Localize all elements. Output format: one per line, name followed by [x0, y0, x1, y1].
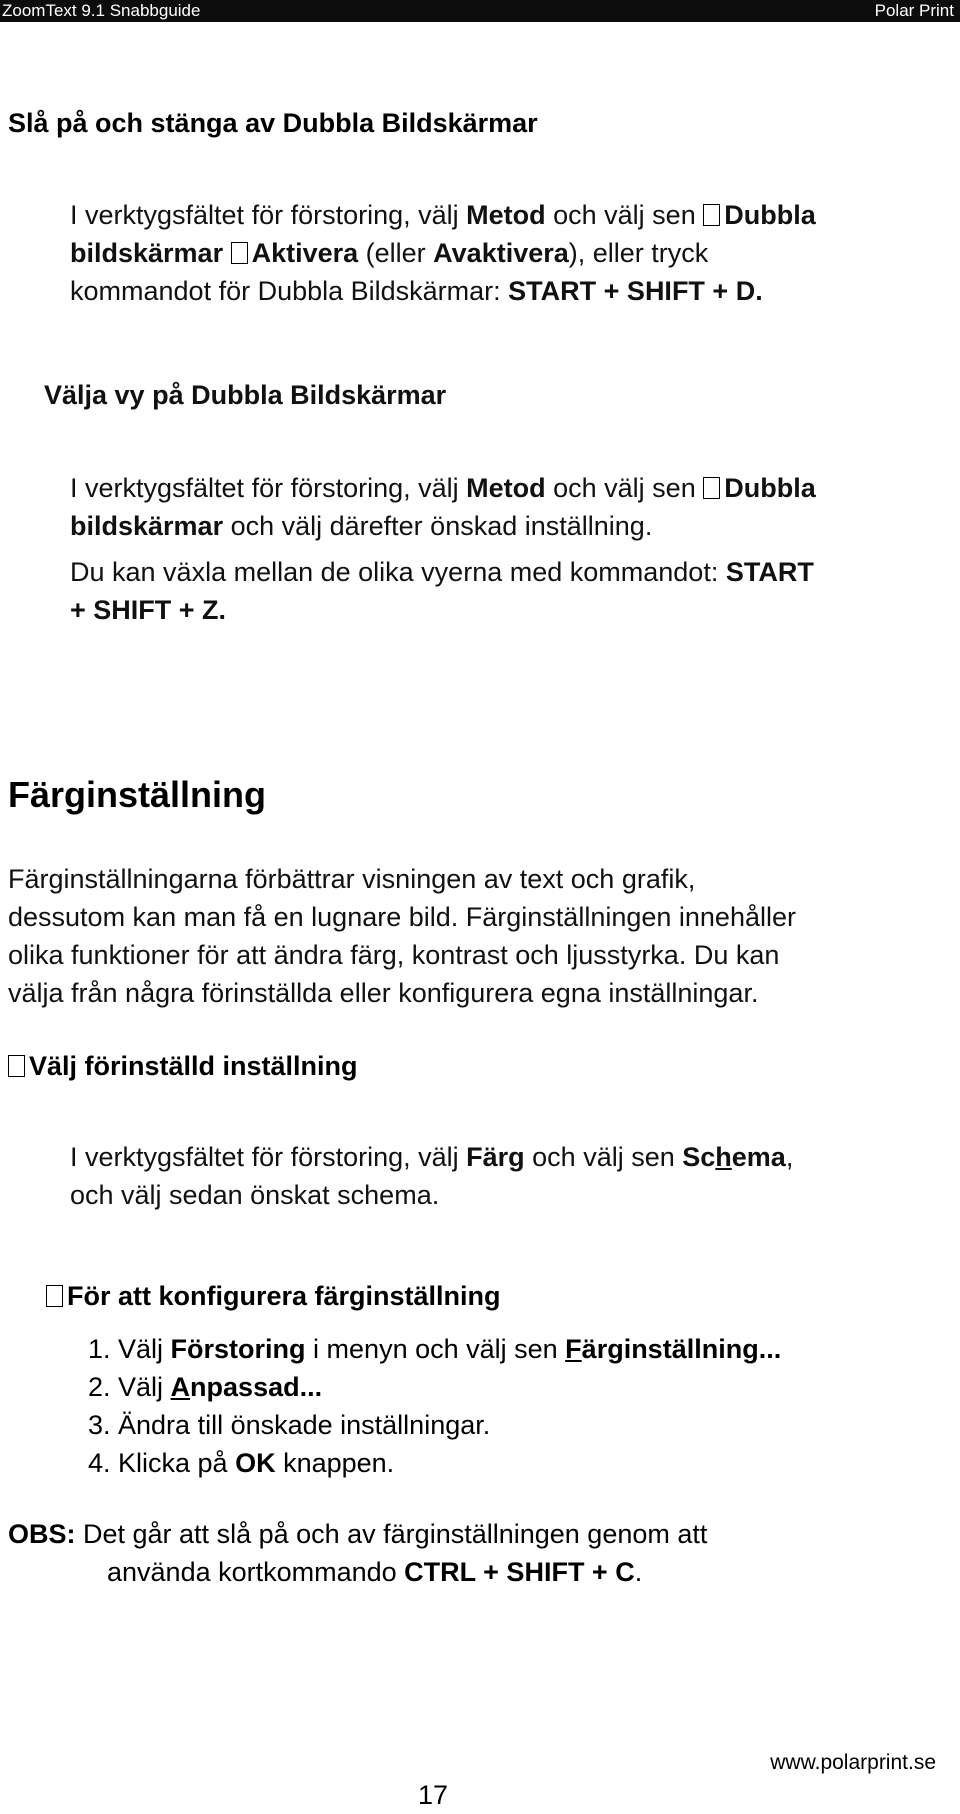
footer-url: www.polarprint.se	[770, 1751, 936, 1774]
paragraph-switch-views	[70, 553, 814, 629]
list-item: 2. Välj Anpassad...	[88, 1372, 323, 1402]
heading-choose-view: Välja vy på Dubbla Bildskärmar	[44, 380, 447, 410]
paragraph-preset-setting	[70, 1138, 793, 1214]
paragraph-choose-view	[70, 469, 816, 545]
list-item: 1. Välj Förstoring i menyn och välj sen Färginställning...	[88, 1334, 782, 1364]
header-publisher: Polar Print	[874, 1, 954, 20]
text-line: I verktygsfältet för förstoring, välj Färg och välj sen Schema,	[70, 1142, 794, 1172]
heading-color-settings: Färginställning	[8, 774, 267, 815]
text-line: Färginställningarna förbättrar visningen av text och grafik,	[8, 864, 696, 894]
paragraph-color-settings	[8, 860, 796, 1012]
running-header	[0, 0, 960, 22]
page-number: 17	[418, 1780, 449, 1810]
text-line: olika funktioner för att ändra färg, kontrast och ljusstyrka. Du kan	[8, 940, 780, 970]
bullet-symbol-icon	[231, 242, 248, 264]
text-line: använda kortkommando CTRL + SHIFT + C.	[107, 1557, 643, 1587]
note-label: OBS:	[8, 1519, 76, 1549]
list-item: 4. Klicka på OK knappen.	[88, 1448, 395, 1478]
text-line: Du kan växla mellan de olika vyerna med kommandot: START	[70, 557, 814, 587]
text-line: OBS: Det går att slå på och av färginställningen genom att	[8, 1519, 708, 1549]
text-line: bildskärmar och välj därefter önskad inställning.	[70, 511, 653, 541]
paragraph-dual-monitors-toggle	[70, 196, 816, 310]
text-line: bildskärmar Aktivera (eller Avaktivera), eller tryck	[70, 238, 709, 268]
text-line: I verktygsfältet för förstoring, välj Metod och välj sen Dubbla	[70, 200, 816, 230]
bullet-symbol-icon	[703, 477, 720, 499]
header-title: ZoomText 9.1 Snabbguide	[2, 1, 201, 20]
steps-list	[88, 1330, 781, 1482]
text-line: I verktygsfältet för förstoring, välj Metod och välj sen Dubbla	[70, 473, 816, 503]
heading-configure-color: För att konfigurera färginställning	[46, 1281, 501, 1312]
heading-dual-monitors-toggle: Slå på och stänga av Dubbla Bildskärmar	[8, 108, 538, 138]
text-line: kommandot för Dubbla Bildskärmar: START + SHIFT + D.	[70, 276, 763, 306]
text-line: dessutom kan man få en lugnare bild. Färginställningen innehåller	[8, 902, 796, 932]
text-line: + SHIFT + Z.	[70, 595, 227, 625]
list-item: 3. Ändra till önskade inställningar.	[88, 1410, 491, 1440]
note-box	[8, 1515, 707, 1591]
text-line: och välj sedan önskat schema.	[70, 1180, 440, 1210]
bullet-symbol-icon	[8, 1055, 25, 1077]
heading-preset-setting: Välj förinställd inställning	[8, 1051, 358, 1082]
bullet-symbol-icon	[703, 204, 720, 226]
text-line: välja från några förinställda eller konfigurera egna inställningar.	[8, 978, 759, 1008]
bullet-symbol-icon	[46, 1285, 63, 1307]
